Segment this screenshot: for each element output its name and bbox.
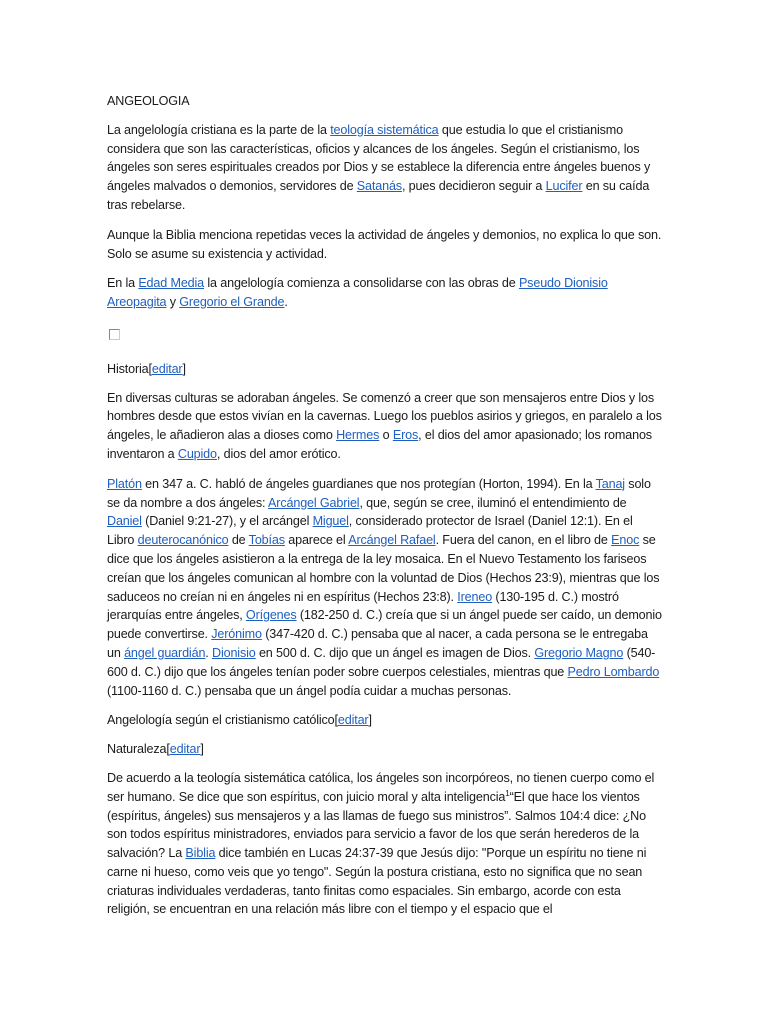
historia-paragraph-1 bbox=[107, 389, 663, 464]
text-run: (Daniel 9:21-27), y el arcángel bbox=[141, 514, 313, 529]
edit-link-historia[interactable]: editar bbox=[151, 361, 183, 376]
text-run: . bbox=[284, 295, 288, 310]
text-run: (347-420 d. C.) pensaba que al nacer, a cada persona se le entregaba un bbox=[107, 627, 648, 660]
text-run: . bbox=[205, 645, 212, 660]
text-run: . Fuera del canon, en el libro de bbox=[435, 533, 612, 548]
link-tobias[interactable]: Tobías bbox=[248, 533, 285, 548]
text-run: se dice que los ángeles asistieron a la entrega de la ley mosaica. En el Nuevo Testamento los fariseos creían que los ángeles comunican al hombre con la voluntad de Dios (Hechos 23:9), mientras que los saduceos no creían ni en ángeles ni en espíritus (Hechos 23:8). bbox=[107, 533, 660, 604]
link-edad-media[interactable]: Edad Media bbox=[138, 276, 205, 291]
biblia-paragraph: Aunque la Biblia menciona repetidas veces la actividad de ángeles y demonios, no explica lo que son. Solo se asume su existencia y actividad. bbox=[107, 227, 662, 261]
link-pseudo-dionisio[interactable]: Pseudo Dionisio Areopagita bbox=[107, 276, 608, 310]
bracket: [ bbox=[334, 713, 338, 728]
image-placeholder-icon bbox=[109, 329, 120, 340]
link-enoc[interactable]: Enoc bbox=[611, 533, 640, 548]
text-run: y bbox=[166, 295, 180, 310]
link-pedro-lombardo[interactable]: Pedro Lombardo bbox=[567, 664, 660, 679]
text-run: (540-600 d. C.) dijo que los ángeles tenían poder sobre cuerpos celestiales, mientras que bbox=[107, 645, 656, 679]
link-cupido[interactable]: Cupido bbox=[177, 446, 217, 461]
text-run: , pues decidieron seguir a bbox=[401, 179, 546, 194]
heading-label: Historia bbox=[107, 361, 149, 376]
bracket: ] bbox=[200, 742, 204, 757]
link-angel-guardian[interactable]: ángel guardián bbox=[124, 645, 206, 660]
link-gregorio-el-grande[interactable]: Gregorio el Grande bbox=[179, 295, 285, 310]
historia-paragraph-2 bbox=[107, 475, 663, 701]
edad-media-paragraph bbox=[107, 274, 663, 312]
heading-catolico bbox=[107, 711, 663, 730]
link-hermes[interactable]: Hermes bbox=[336, 428, 380, 443]
naturaleza-paragraph-1 bbox=[107, 769, 663, 919]
link-eros[interactable]: Eros bbox=[392, 428, 419, 443]
text-run: o bbox=[379, 428, 393, 443]
text-run: en su caída tras rebelarse. bbox=[107, 179, 650, 212]
text-run: solo se da nombre a dos ángeles: bbox=[107, 476, 651, 510]
link-arcangel-gabriel[interactable]: Arcángel Gabriel bbox=[268, 495, 360, 510]
link-miguel[interactable]: Miguel bbox=[312, 514, 349, 529]
document-body bbox=[107, 92, 663, 930]
text-run: (130-195 d. C.) mostró jerarquías entre ángeles, bbox=[107, 589, 619, 623]
text-run: , considerado protector de Israel (Daniel 12:1). En el Libro bbox=[107, 514, 633, 548]
link-gregorio-magno[interactable]: Gregorio Magno bbox=[534, 645, 624, 660]
text-run: la angelología comienza a consolidarse con las obras de bbox=[204, 276, 519, 291]
text-run: de bbox=[228, 533, 249, 548]
text-run: en 500 d. C. dijo que un ángel es imagen de Dios. bbox=[255, 645, 535, 660]
heading-naturaleza bbox=[107, 740, 663, 759]
text-run: , dios del amor erótico. bbox=[216, 446, 341, 461]
link-ireneo[interactable]: Ireneo bbox=[457, 589, 493, 604]
edit-link-catolico[interactable]: editar bbox=[337, 713, 369, 728]
link-lucifer[interactable]: Lucifer bbox=[545, 179, 583, 194]
text-run: En la bbox=[107, 276, 139, 291]
text-run: (182-250 d. C.) creía que si un ángel puede ser caído, un demonio puede convertirse. bbox=[107, 608, 662, 642]
link-arcangel-rafael[interactable]: Arcángel Rafael bbox=[348, 533, 436, 548]
document-title: ANGEOLOGIA bbox=[107, 94, 190, 108]
heading-historia bbox=[107, 360, 663, 379]
intro-paragraph bbox=[107, 121, 663, 215]
link-deuterocanonico[interactable]: deuterocanónico bbox=[137, 533, 229, 548]
link-platon[interactable]: Platón bbox=[107, 476, 142, 491]
heading-label: Angelología según el cristianismo católico bbox=[107, 713, 335, 728]
text-run: De acuerdo a la teología sistemática católica, los ángeles son incorpóreos, no tienen cuerpo como el ser humano. Se dice que son espíritus, con juicio moral y alta inteligencia bbox=[107, 770, 655, 804]
text-run: en 347 a. C. habló de ángeles guardianes que nos protegían (Horton, 1994). En la bbox=[141, 476, 596, 491]
text-run: dice también en Lucas 24:37-39 que Jesús dijo: "Porque un espíritu no tiene ni carne ni hueso, como veis que yo tengo". Según la postura cristiana, esto no significa que no sean criaturas individuales verdaderas, tanto finitas como espaciales. Sin embargo, acorde con esta religión, se encuentran en una relación más libre con el tiempo y el espacio que el bbox=[107, 846, 647, 917]
link-dionisio[interactable]: Dionisio bbox=[212, 645, 256, 660]
text-run: , que, según se cree, iluminó el entendimiento de bbox=[359, 495, 627, 510]
bracket: ] bbox=[368, 713, 372, 728]
link-satanas[interactable]: Satanás bbox=[356, 179, 402, 194]
bracket: [ bbox=[148, 361, 152, 376]
edit-link-naturaleza[interactable]: editar bbox=[169, 742, 201, 757]
footnote-ref[interactable]: 1 bbox=[505, 788, 510, 798]
link-tanaj[interactable]: Tanaj bbox=[595, 476, 625, 491]
text-run: “El que hace los vientos (espíritus, ángeles) sus mensajeros y a las llamas de fuego sus ministros”. Salmos 104:4 dice: ¿No son todos espíritus ministradores, enviados para servicio a favor de los que serán herederos de la salvación? La bbox=[107, 789, 646, 861]
bracket: ] bbox=[182, 361, 186, 376]
text-run: En diversas culturas se adoraban ángeles. Se comenzó a creer que son mensajeros entre Dios y los hombres desde que estos vivían en la cavernas. Luego los pueblos asirios y griegos, en paralelo a los ángeles, le añadieron alas a dioses como bbox=[107, 390, 662, 443]
text-run: , el dios del amor apasionado; los romanos inventaron a bbox=[107, 428, 652, 461]
text-run: que estudia lo que el cristianismo considera que son las características, oficios y alcances de los ángeles. Según el cristianismo, los ángeles son seres espirituales creados por Dios y se establece la diferencia entre ángeles buenos y ángeles malvados o demonios, servidores de bbox=[107, 122, 651, 194]
text-run: (1100-1160 d. C.) pensaba que un ángel podía cuidar a muchas personas. bbox=[107, 683, 512, 698]
link-origenes[interactable]: Orígenes bbox=[245, 608, 297, 623]
link-jeronimo[interactable]: Jerónimo bbox=[211, 627, 262, 642]
text-run: La angelología cristiana es la parte de la bbox=[107, 122, 331, 137]
heading-label: Naturaleza bbox=[107, 742, 167, 757]
bracket: [ bbox=[166, 742, 170, 757]
link-teologia-sistematica[interactable]: teología sistemática bbox=[330, 122, 439, 137]
link-daniel[interactable]: Daniel bbox=[107, 514, 142, 529]
text-run: aparece el bbox=[284, 533, 349, 548]
link-biblia[interactable]: Biblia bbox=[185, 846, 216, 861]
